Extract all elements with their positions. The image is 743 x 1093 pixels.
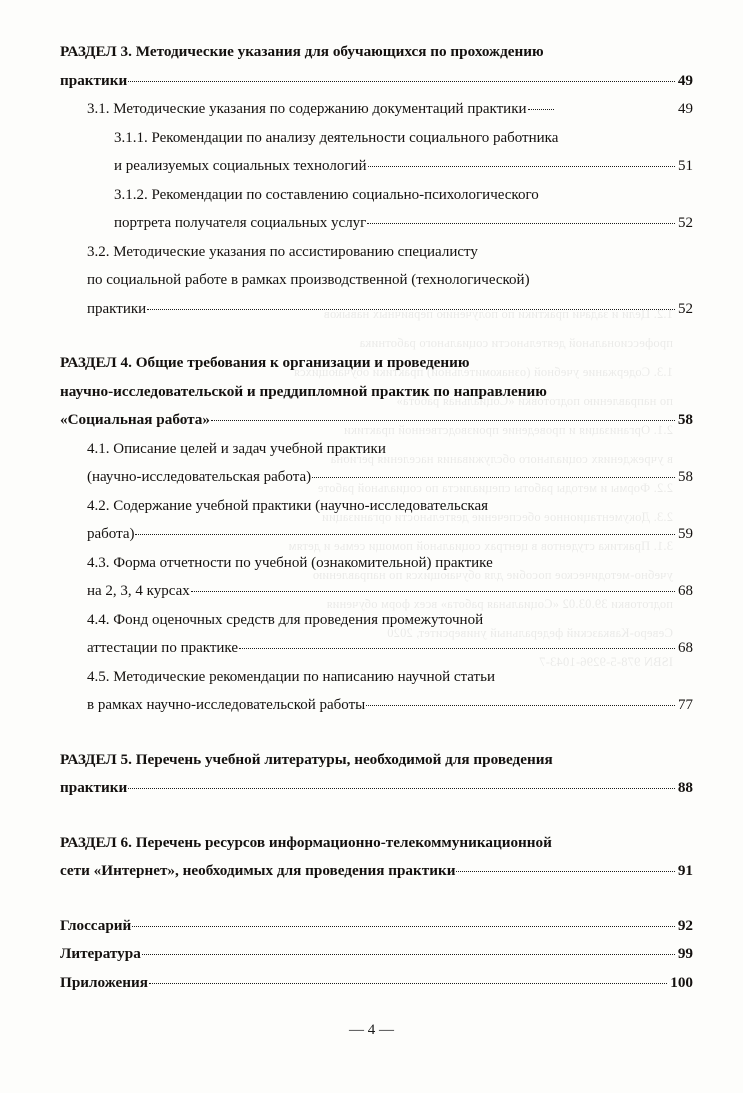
toc-entry-text: 4.3. Форма отчетности по учебной (ознакомительной) практике (87, 554, 493, 571)
toc-entry-text: РАЗДЕЛ 6. Перечень ресурсов информационно-телекоммуникационной (60, 833, 552, 851)
toc-entry-page: 59 (678, 526, 693, 542)
toc-entry-text: РАЗДЕЛ 4. Общие требования к организации и проведению (60, 354, 470, 371)
toc-entry-text: практики (60, 71, 128, 89)
toc-entry-page: 58 (678, 469, 693, 485)
toc-entry-page: 68 (678, 583, 693, 599)
toc-entry-page: 68 (678, 640, 693, 656)
toc-entry-line (87, 606, 693, 635)
toc-entry-text: и реализуемых социальных технологий (114, 158, 367, 174)
toc-entry-page: 91 (677, 862, 693, 879)
toc-leader-dots (149, 983, 667, 984)
toc-entry-line (60, 774, 693, 803)
toc-entry-line (60, 378, 693, 407)
toc-entry-line (87, 238, 693, 267)
toc-entry-page: 88 (677, 779, 693, 796)
toc-entry-line (60, 829, 693, 858)
toc-leader-dots (135, 534, 675, 535)
toc-entry-line (60, 406, 693, 435)
toc-entry-text: научно-исследовательской и преддипломной практик по направлению (60, 382, 547, 400)
toc-entry[interactable] (87, 663, 693, 720)
toc-entry[interactable] (87, 238, 693, 324)
toc-entry-line (87, 520, 693, 549)
toc-entry-line (60, 38, 693, 67)
toc-entry[interactable] (60, 969, 693, 998)
toc-entry-line (60, 67, 693, 96)
toc-entry-line (114, 209, 693, 238)
showthrough-line: 1.3. Содержание учебной (ознакомительной) практики обучающихся (293, 365, 673, 379)
toc-entry-line (114, 181, 693, 210)
toc-leader-dots (366, 705, 675, 706)
toc-entry-line (87, 549, 693, 578)
toc-entry-text: 4.5. Методические рекомендации по написанию научной статьи (87, 668, 495, 685)
toc-entry-text: «Социальная работа» (60, 411, 210, 428)
showthrough-line: 1.2. Цели и задачи практики по получению первичных навыков (323, 307, 673, 321)
toc-entry-page: 51 (678, 158, 693, 174)
toc-spacer (60, 323, 693, 349)
toc-entry-text: РАЗДЕЛ 5. Перечень учебной литературы, необходимой для проведения (60, 750, 553, 768)
toc-entry-text: работа) (87, 526, 135, 542)
toc-leader-dots (312, 477, 675, 478)
toc-entry-line (87, 95, 693, 124)
toc-entry-line (87, 634, 693, 663)
toc-entry-page: 77 (678, 697, 693, 713)
toc-entry-text: Литература (60, 945, 141, 962)
toc-entry-line (87, 492, 693, 521)
toc-entry-text: аттестации по практике (87, 640, 239, 656)
toc-entry[interactable] (87, 549, 693, 606)
toc-entry-line (60, 349, 693, 378)
toc-entry-page: 52 (678, 215, 693, 231)
toc-entry-text: 3.2. Методические указания по ассистированию специалисту (87, 243, 478, 260)
toc-spacer (60, 720, 693, 746)
toc-entry-text: сети «Интернет», необходимых для проведения практики (60, 862, 456, 879)
toc-entry-line (60, 912, 693, 941)
toc-entry-line (87, 435, 693, 464)
toc-entry-text: 4.4. Фонд оценочных средств для проведения промежуточной (87, 611, 484, 628)
toc-entry-text: по социальной работе в рамках производственной (технологической) (87, 272, 530, 288)
toc-leader-dots (191, 591, 675, 592)
toc-entry-text: на 2, 3, 4 курсах (87, 583, 190, 599)
toc-entry[interactable] (114, 181, 693, 238)
toc-entry-line (60, 969, 693, 998)
toc-entry[interactable] (60, 829, 693, 886)
toc-leader-dots (528, 109, 554, 110)
toc-entry-page: 99 (677, 945, 693, 962)
showthrough-line: 2.1. Организация и проведение производственной практики (343, 423, 673, 437)
page-number: — 4 — (349, 1022, 394, 1038)
showthrough-line: ISBN 978-5-9296-1043-7 (539, 655, 673, 669)
toc-leader-dots (132, 926, 675, 927)
showthrough-line: по направлению подготовки «Социальная работа» (396, 394, 673, 408)
toc-leader-dots (147, 309, 675, 310)
toc-entry-line (114, 124, 693, 153)
toc-entry[interactable] (87, 435, 693, 492)
toc-entry-line (87, 663, 693, 692)
showthrough-line: 2.3. Документационное обеспечение деятельности организации (321, 510, 673, 524)
showthrough-line: Северо-Кавказский федеральный университет, 2020 (386, 626, 673, 640)
showthrough-line: 2.2. Формы и методы работы специалиста по социальной работе (317, 481, 673, 495)
toc-entry-line (87, 577, 693, 606)
toc-entry-page: 100 (670, 973, 693, 991)
toc-leader-dots (211, 420, 675, 421)
showthrough-line: подготовки 39.03.02 «Социальная работа» всех форм обучения (326, 597, 673, 611)
toc-entry-text: портрета получателя социальных услуг (114, 215, 367, 231)
toc-entry-page: 58 (677, 411, 693, 428)
toc-entry-text: практики (87, 300, 147, 317)
showthrough-line: в учреждениях социального обслуживания населения региона (330, 452, 673, 466)
toc-leader-dots (142, 954, 675, 955)
toc-entry-text: РАЗДЕЛ 3. Методические указания для обучающихся по прохождению (60, 43, 544, 60)
toc-entry-line (87, 295, 693, 324)
toc-entry-line (60, 940, 693, 969)
toc-entry[interactable] (60, 912, 693, 941)
toc-leader-dots (368, 166, 675, 167)
toc-spacer (60, 803, 693, 829)
toc-entry-page: 92 (677, 916, 693, 934)
toc-entry-text: 3.1.1. Рекомендации по анализу деятельности социального работника (114, 129, 559, 146)
toc-entry-text: 3.1.2. Рекомендации по составлению социально-психологического (114, 186, 539, 203)
toc-entry-text: 4.2. Содержание учебной практики (научно-исследовательская (87, 497, 489, 514)
toc-entry[interactable] (60, 746, 693, 803)
toc-entry[interactable] (60, 349, 693, 435)
toc-leader-dots (456, 871, 674, 872)
showthrough-line: профессиональной деятельности социального работника (359, 336, 673, 350)
toc-entry[interactable] (87, 492, 693, 549)
toc-entry[interactable] (114, 124, 693, 181)
toc-entry-text: 3.1. Методические указания по содержанию документаций практики (87, 101, 527, 117)
showthrough-line: 3.1. Практика студентов в центрах социальной помощи семье и детям (288, 539, 673, 553)
toc-entry[interactable] (60, 940, 693, 969)
table-of-contents (60, 38, 693, 997)
toc-entry[interactable] (87, 95, 693, 124)
toc-entry-text: Приложения (60, 973, 149, 991)
toc-leader-dots (239, 648, 675, 649)
toc-entry-text: в рамках научно-исследовательской работы (87, 697, 366, 713)
toc-entry-line (87, 691, 693, 720)
toc-entry[interactable] (60, 38, 693, 95)
toc-entry-page: 49 (677, 71, 693, 89)
toc-entry-page: 49 (678, 101, 693, 117)
toc-entry-line (60, 857, 693, 886)
toc-leader-dots (128, 81, 675, 82)
toc-entry[interactable] (87, 606, 693, 663)
showthrough-line: учебно-методическое пособие для обучающихся по направлению (312, 568, 673, 582)
toc-entry-line (114, 152, 693, 181)
toc-entry-text: практики (60, 779, 128, 796)
toc-leader-dots (367, 223, 675, 224)
toc-leader-dots (128, 788, 675, 789)
toc-entry-page: 52 (678, 300, 693, 317)
toc-entry-text: (научно-исследовательская работа) (87, 469, 312, 485)
toc-spacer (60, 886, 693, 912)
toc-entry-line (60, 746, 693, 775)
toc-entry-line (87, 463, 693, 492)
toc-entry-line (87, 266, 693, 295)
toc-entry-text: 4.1. Описание целей и задач учебной практики (87, 440, 386, 457)
toc-entry-text: Глоссарий (60, 916, 132, 934)
